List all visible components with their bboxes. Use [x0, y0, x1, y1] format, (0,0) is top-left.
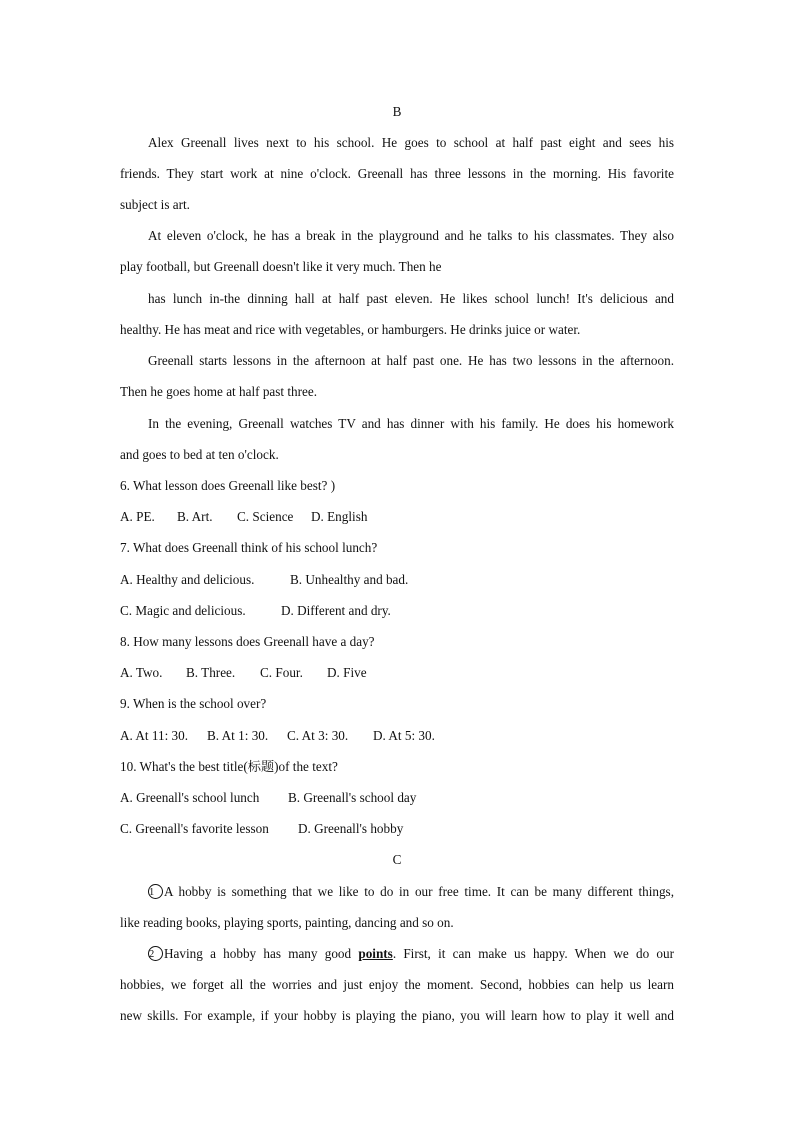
question-6-options — [120, 508, 674, 526]
question-9-options — [120, 727, 674, 745]
paragraph-line: play football, but Greenall doesn't like it very much. Then he — [120, 259, 442, 274]
paragraph-line: friends. They start work at nine o'clock. Greenall has three lessons in the morning. His favorite — [120, 166, 674, 181]
option-b: B. At 1: 30. — [207, 728, 269, 743]
option-a: A. At 11: 30. — [120, 728, 189, 743]
paragraph-line: hobbies, we forget all the worries and just enjoy the moment. Second, hobbies can help us learn — [120, 977, 674, 992]
option-b: B. Three. — [186, 665, 236, 680]
paragraph-line: subject is art. — [120, 197, 190, 212]
option-c: C. Greenall's favorite lesson — [120, 821, 269, 836]
option-d: D. Greenall's hobby — [298, 821, 404, 836]
paragraph-line: At eleven o'clock, he has a break in the playground and he talks to his classmates. They also — [148, 228, 674, 243]
question-10-options-2 — [120, 820, 674, 838]
circled-number: 2 — [148, 946, 163, 961]
option-d: D. At 5: 30. — [373, 728, 435, 743]
option-c: C. Magic and delicious. — [120, 603, 246, 618]
option-c: C. Four. — [260, 665, 303, 680]
option-c: C. Science — [237, 509, 294, 524]
option-d: D. Different and dry. — [281, 603, 391, 618]
paragraph-line: has lunch in-the dinning hall at half past eleven. He likes school lunch! It's delicious and — [148, 291, 674, 306]
question-8-options — [120, 664, 674, 682]
option-b: B. Unhealthy and bad. — [290, 572, 409, 587]
circled-number: 1 — [148, 884, 163, 899]
paragraph-line: healthy. He has meat and rice with vegetables, or hamburgers. He drinks juice or water. — [120, 322, 581, 337]
paragraph-text: . First, it can make us happy. When we do our — [392, 946, 674, 961]
option-b: B. Greenall's school day — [288, 790, 417, 805]
question-7-options-2 — [120, 602, 674, 620]
option-b: B. Art. — [177, 509, 213, 524]
paragraph-line: new skills. For example, if your hobby is playing the piano, you will learn how to play it well and — [120, 1008, 674, 1023]
paragraph-line — [148, 883, 674, 901]
question-10-options — [120, 789, 674, 807]
question-7: 7. What does Greenall think of his school lunch? — [120, 540, 378, 555]
section-c-heading: C — [392, 852, 402, 867]
option-a: A. Two. — [120, 665, 163, 680]
question-9: 9. When is the school over? — [120, 696, 267, 711]
question-6: 6. What lesson does Greenall like best? ) — [120, 478, 336, 493]
paragraph-line: and goes to bed at ten o'clock. — [120, 447, 279, 462]
option-a: A. Greenall's school lunch — [120, 790, 260, 805]
paragraph-text: Having a hobby has many good — [164, 946, 359, 961]
paragraph-line: Greenall starts lessons in the afternoon at half past one. He has two lessons in the afternoon. — [148, 353, 674, 368]
question-10: 10. What's the best title(标题)of the text? — [120, 759, 338, 774]
paragraph-line: Alex Greenall lives next to his school. He goes to school at half past eight and sees his — [148, 135, 674, 150]
option-c: C. At 3: 30. — [287, 728, 349, 743]
question-8: 8. How many lessons does Greenall have a day? — [120, 634, 375, 649]
option-d: D. Five — [327, 665, 367, 680]
paragraph-line: Then he goes home at half past three. — [120, 384, 318, 399]
paragraph-line: In the evening, Greenall watches TV and has dinner with his family. He does his homework — [148, 416, 674, 431]
key-word: points — [358, 946, 393, 961]
question-7-options — [120, 571, 674, 589]
paragraph-line — [148, 945, 674, 963]
option-a: A. Healthy and delicious. — [120, 572, 255, 587]
section-b-heading: B — [392, 104, 402, 119]
option-a: A. PE. — [120, 509, 155, 524]
option-d: D. English — [311, 509, 368, 524]
paragraph-line: like reading books, playing sports, painting, dancing and so on. — [120, 915, 454, 930]
paragraph-text: A hobby is something that we like to do in our free time. It can be many different things, — [164, 884, 674, 899]
